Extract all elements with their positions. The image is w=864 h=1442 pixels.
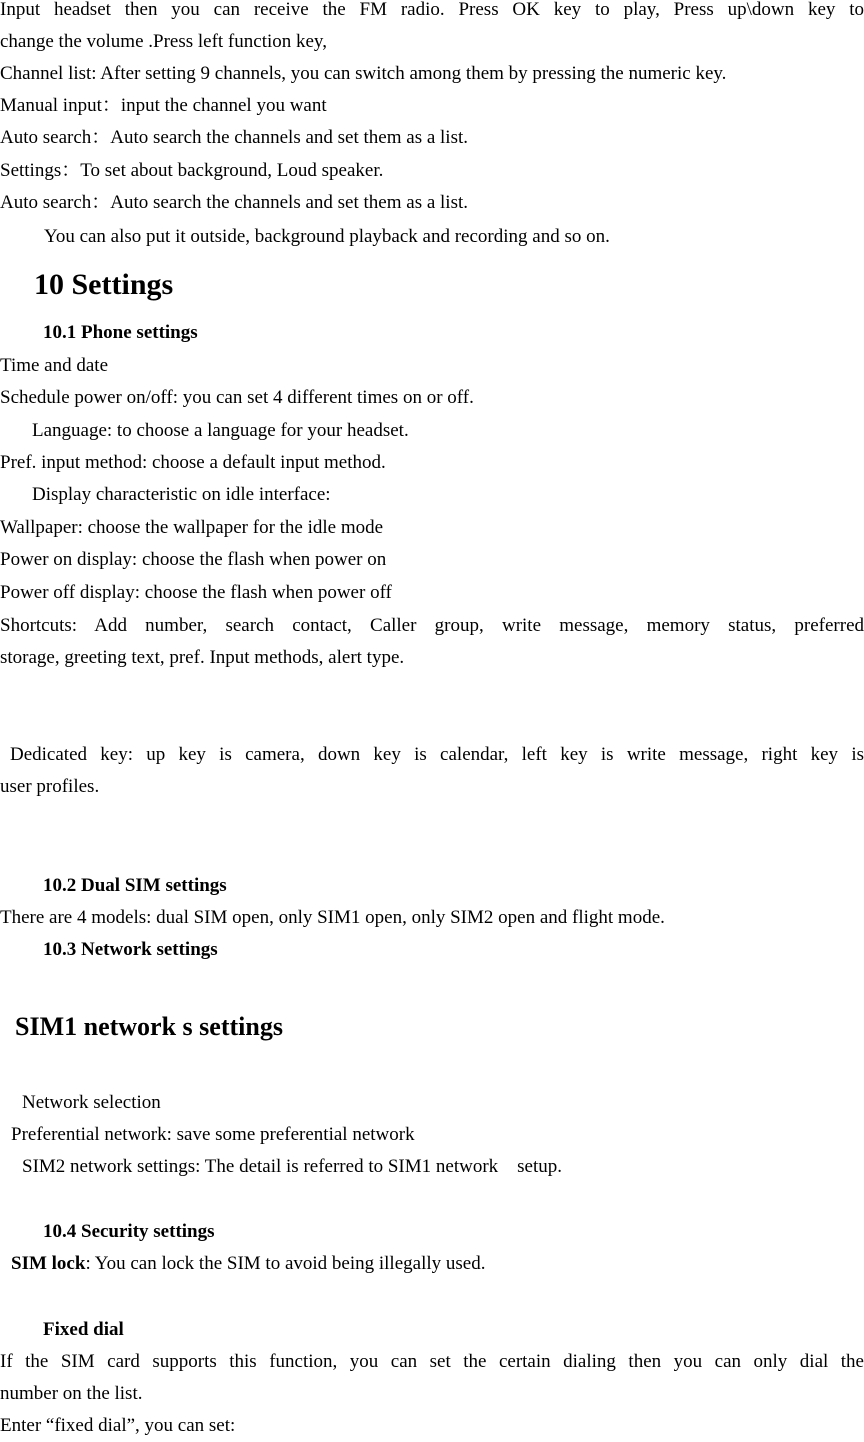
subsection-heading: 10.1 Phone settings — [43, 322, 198, 343]
paragraph-line: Input headset then you can receive the FM radio. Press OK key to play, Press up\down key to — [0, 0, 864, 20]
paragraph-line: Wallpaper: choose the wallpaper for the idle mode — [0, 517, 384, 538]
paragraph-line: Power on display: choose the flash when power on — [0, 549, 387, 570]
paragraph-line: Auto search：Auto search the channels and set them as a list. — [0, 127, 468, 148]
subheading-sim1-network: SIM1 network s settings — [15, 1012, 283, 1041]
paragraph-line: Shortcuts: Add number, search contact, Caller group, write message, memory status, preferred — [0, 615, 864, 636]
paragraph-line: If the SIM card supports this function, you can set the certain dialing then you can only dial the — [0, 1351, 864, 1372]
paragraph-line: Network selection — [22, 1092, 161, 1113]
paragraph-line: Pref. input method: choose a default input method. — [0, 452, 386, 473]
paragraph-line: Settings：To set about background, Loud speaker. — [0, 160, 384, 181]
paragraph-line: Power off display: choose the flash when power off — [0, 582, 392, 603]
subsection-heading: 10.3 Network settings — [43, 939, 218, 960]
paragraph-line: Enter “fixed dial”, you can set: — [0, 1415, 236, 1436]
paragraph-line: SIM2 network settings: The detail is referred to SIM1 network setup. — [22, 1156, 562, 1177]
paragraph-line: Auto search：Auto search the channels and set them as a list. — [0, 192, 468, 213]
paragraph-line: Schedule power on/off: you can set 4 different times on or off. — [0, 387, 474, 408]
sim-lock-text: : You can lock the SIM to avoid being illegally used. — [85, 1253, 486, 1274]
section-heading: 10 Settings — [34, 268, 174, 301]
paragraph-line: Display characteristic on idle interface: — [32, 484, 331, 505]
sim-lock-label: SIM lock — [11, 1253, 86, 1274]
paragraph-line: Channel list: After setting 9 channels, you can switch among them by pressing the numeric key. — [0, 63, 727, 84]
paragraph-line: user profiles. — [0, 776, 100, 797]
paragraph-line: There are 4 models: dual SIM open, only SIM1 open, only SIM2 open and flight mode. — [0, 907, 665, 928]
paragraph-line: Dedicated key: up key is camera, down key is calendar, left key is write message, right key is — [10, 744, 864, 765]
subsection-heading: Fixed dial — [43, 1319, 124, 1340]
subsection-heading: 10.2 Dual SIM settings — [43, 875, 227, 896]
paragraph-line: Manual input：input the channel you want — [0, 95, 327, 116]
paragraph-line: change the volume .Press left function key, — [0, 31, 327, 52]
paragraph-line: Language: to choose a language for your headset. — [32, 420, 409, 441]
subsection-heading: 10.4 Security settings — [43, 1221, 215, 1242]
paragraph-line: Time and date — [0, 355, 109, 376]
paragraph-line: storage, greeting text, pref. Input methods, alert type. — [0, 647, 405, 668]
paragraph-line — [11, 1248, 864, 1280]
paragraph-line: number on the list. — [0, 1383, 143, 1404]
paragraph-line: You can also put it outside, background playback and recording and so on. — [44, 226, 610, 247]
paragraph-line: Preferential network: save some preferential network — [11, 1124, 415, 1145]
